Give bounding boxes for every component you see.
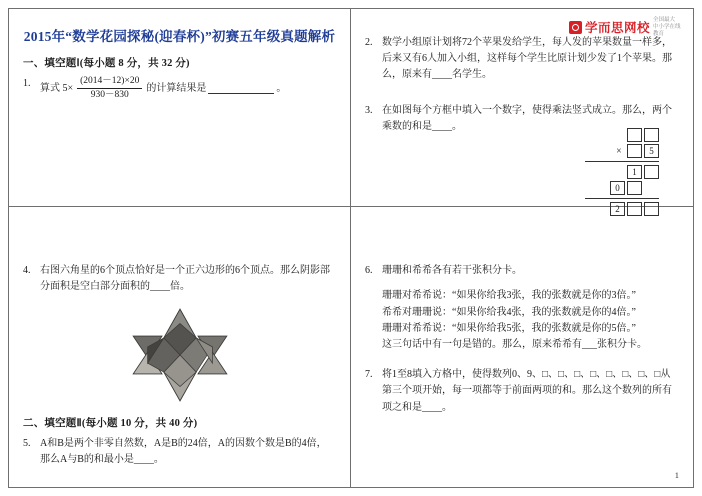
question-6 xyxy=(365,263,679,279)
question-4-body: 右图六角星的6个顶点恰好是一个正六边形的6个顶点。那么阴影部分面积是空白部分面积的____倍。 xyxy=(40,265,330,293)
fraction-numerator: (2014－12)×20 xyxy=(80,76,140,86)
slide-grid xyxy=(8,8,694,488)
section-heading-2: 二、填空题Ⅱ(每小题 10 分，共 40 分) xyxy=(23,417,198,429)
puzzle-cell: 0 xyxy=(610,181,625,195)
question-4-number: 4. xyxy=(23,265,31,277)
question-5-number: 5. xyxy=(23,437,31,449)
dialogue-line-2: 希希对珊珊说：“如果你给我4张，我的张数就是你的4倍。” xyxy=(382,306,636,318)
logo-subtext-line1: 全国最大 xyxy=(653,17,676,23)
question-1-prefix: 算式 5× xyxy=(40,82,74,94)
question-5 xyxy=(23,436,336,468)
page-title: 2015年“数学花园探秘(迎春杯)”初赛五年级真题解析 xyxy=(23,29,336,44)
question-1-tail: 。 xyxy=(276,82,287,94)
puzzle-cell xyxy=(627,128,642,142)
question-2 xyxy=(365,35,679,84)
question-1-body xyxy=(40,76,336,102)
puzzle-spacer xyxy=(644,181,659,195)
puzzle-row-partial-1 xyxy=(541,164,659,180)
multiplication-puzzle xyxy=(541,127,659,217)
dialogue-line-1: 珊珊对希希说：“如果你给我3张，我的张数就是你的3倍。” xyxy=(382,290,636,302)
puzzle-cell xyxy=(644,165,659,179)
panel-top-left xyxy=(9,9,351,207)
puzzle-operator: × xyxy=(616,145,622,157)
puzzle-cell: 1 xyxy=(627,165,642,179)
question-7 xyxy=(365,367,679,416)
puzzle-cell xyxy=(627,144,642,158)
page-number: 1 xyxy=(674,470,679,480)
puzzle-rule xyxy=(585,198,659,199)
question-4 xyxy=(23,263,336,295)
section-heading-1: 一、填空题Ⅰ(每小题 8 分，共 32 分) xyxy=(23,58,190,69)
question-1-number: 1. xyxy=(23,78,31,89)
logo-mark-icon xyxy=(569,21,582,34)
question-1 xyxy=(23,76,336,102)
question-7-body: 将1至8填入方格中，使得数列0、9、□、□、□、□、□、□、□、□从第三个项开始，每一项都等于前面两项的和。那么这个数列的所有项之和是____。 xyxy=(382,369,672,413)
question-6-body: 珊珊和希希各有若干张积分卡。 xyxy=(382,265,522,277)
fraction-denominator: 930－830 xyxy=(90,90,129,101)
dialogue-line-4: 这三句话中有一句是错的。那么，原来希希有___张积分卡。 xyxy=(382,339,647,350)
hexagram-figure xyxy=(23,305,336,405)
puzzle-cell xyxy=(644,128,659,142)
question-7-number: 7. xyxy=(365,369,373,381)
logo-subtext-line2: 中小学在线教育 xyxy=(653,23,681,37)
puzzle-row-multiplier xyxy=(541,143,659,159)
brand-logo xyxy=(569,17,683,38)
question-1-fraction xyxy=(77,76,142,102)
question-1-suffix: 的计算结果是 xyxy=(146,82,207,94)
question-5-body: A和B是两个非零自然数，A是B的24倍，A的因数个数是B的4倍，那么A与B的和最小是____。 xyxy=(40,437,327,465)
question-3-body: 在如图每个方框中填入一个数字，使得乘法竖式成立。那么，两个乘数的和是____。 xyxy=(382,104,672,132)
question-2-number: 2. xyxy=(365,37,373,48)
question-6-dialogue xyxy=(365,288,679,353)
puzzle-row-partial-2 xyxy=(541,180,659,196)
dialogue-line-3: 珊珊对希希说：“如果你给我5张，我的张数就是你的5倍。” xyxy=(382,322,636,334)
puzzle-cell: 2 xyxy=(610,202,625,216)
puzzle-cell xyxy=(627,181,642,195)
question-2-body: 数学小组原计划将72个苹果发给学生，每人发的苹果数量一样多，后来又有6人加入小组，这样每个学生比原计划少发了1个苹果。那么，原来有____名学生。 xyxy=(382,37,672,81)
question-6-number: 6. xyxy=(365,265,373,277)
hexagram-svg xyxy=(126,305,234,405)
question-3-number: 3. xyxy=(365,104,373,116)
logo-text: 学而思网校 xyxy=(584,21,650,36)
question-1-formula xyxy=(40,76,286,102)
answer-blank xyxy=(208,84,274,95)
panel-bottom-left xyxy=(9,207,351,487)
panel-bottom-right xyxy=(351,207,693,487)
panel-top-right xyxy=(351,9,693,214)
puzzle-row-multiplicand xyxy=(541,127,659,143)
puzzle-cell: 5 xyxy=(644,144,659,158)
puzzle-rule xyxy=(585,161,659,162)
logo-subtext xyxy=(653,17,683,38)
